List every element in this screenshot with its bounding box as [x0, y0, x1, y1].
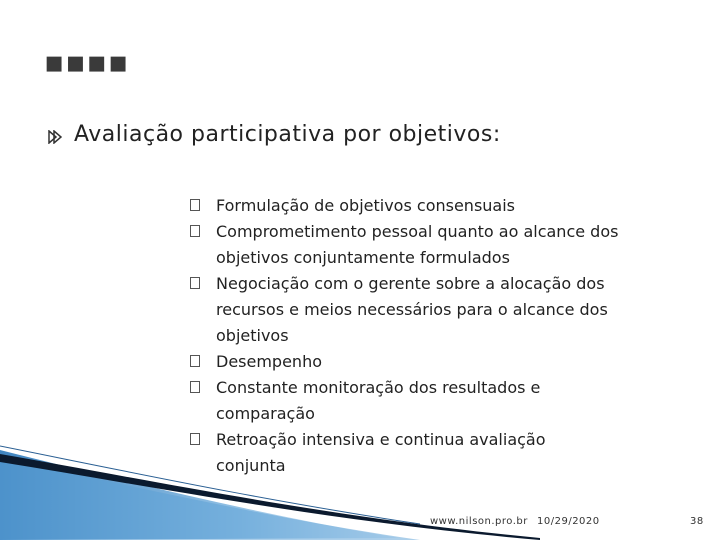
checkbox-bullet-icon	[190, 355, 200, 367]
footer-url: www.nilson.pro.br	[430, 516, 528, 527]
list-item-text: Desempenho	[216, 352, 322, 371]
heading-text: Avaliação participativa por objetivos:	[74, 122, 501, 147]
list-item	[190, 375, 690, 427]
objectives-list	[190, 193, 690, 479]
list-item-text: Formulação de objetivos consensuais	[216, 196, 515, 215]
list-item	[190, 219, 690, 271]
list-item-text: Retroação intensiva e continua avaliação conjunta	[216, 430, 546, 475]
title-marker: ▪▪▪▪	[44, 45, 130, 80]
list-item	[190, 349, 690, 375]
list-item	[190, 193, 690, 219]
checkbox-bullet-icon	[190, 199, 200, 211]
main-bullet	[48, 122, 501, 147]
checkbox-bullet-icon	[190, 225, 200, 237]
checkbox-bullet-icon	[190, 277, 200, 289]
checkbox-bullet-icon	[190, 381, 200, 393]
footer-date: 10/29/2020	[537, 516, 600, 527]
list-item-text: Negociação com o gerente sobre a alocação dos recursos e meios necessários para o alcance dos objetivos	[216, 274, 608, 345]
list-item	[190, 271, 690, 349]
page-number: 38	[690, 516, 704, 527]
list-item-text: Comprometimento pessoal quanto ao alcance dos objetivos conjuntamente formulados	[216, 222, 619, 267]
list-item-text: Constante monitoração dos resultados e comparação	[216, 378, 541, 423]
arrow-bullet-icon	[48, 130, 62, 144]
